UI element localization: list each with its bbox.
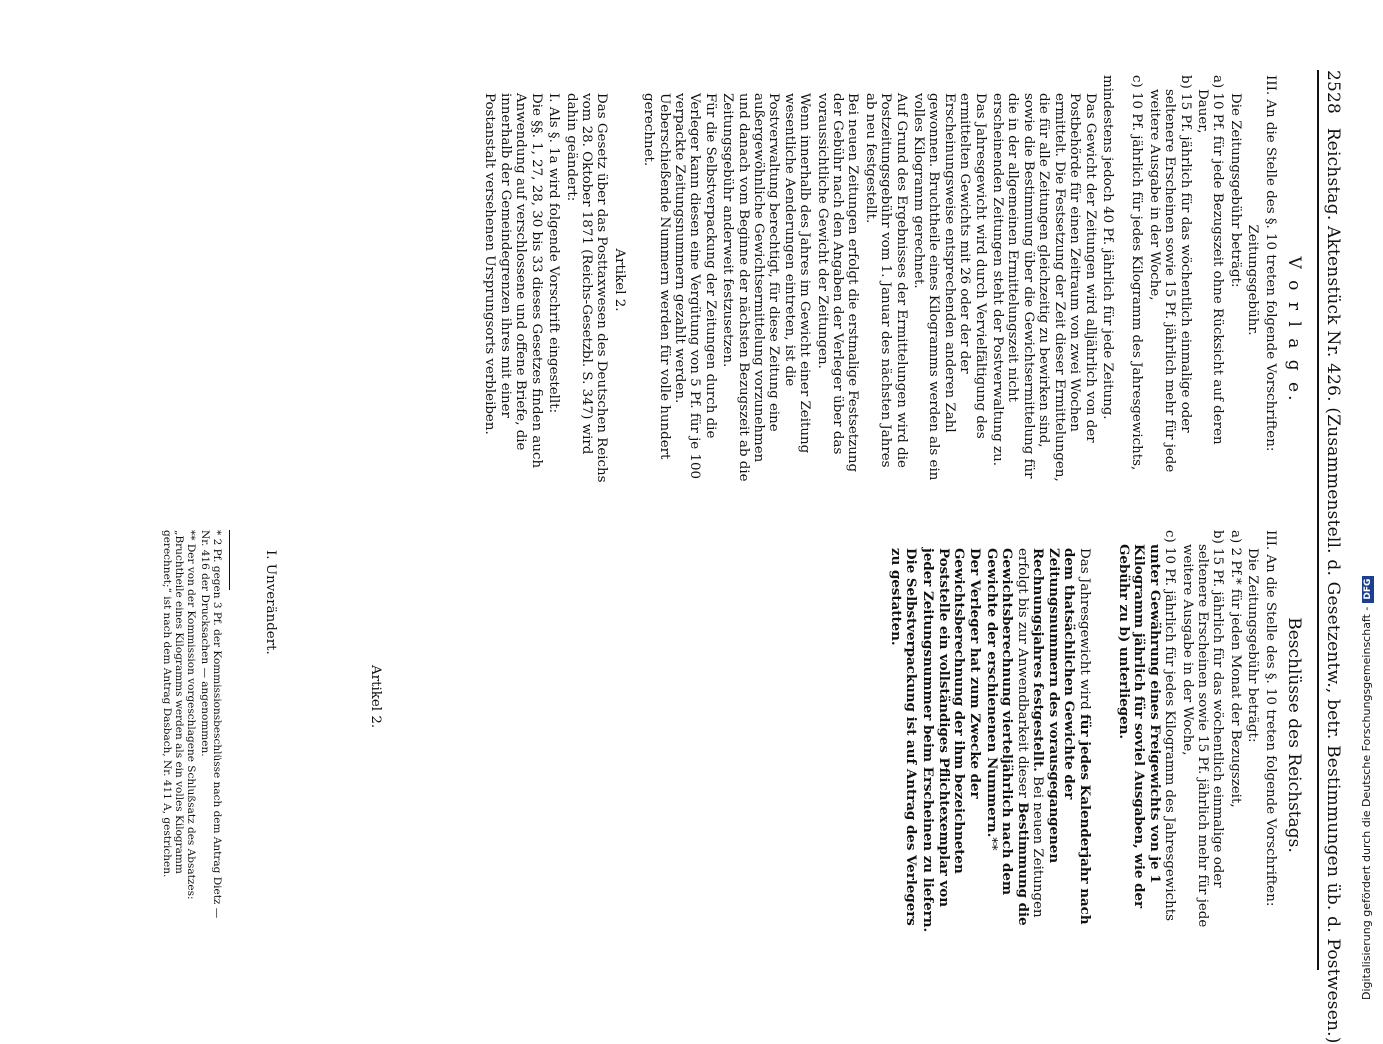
- intro-text: III. An die Stelle des §. 10 treten folgende Vorschriften:: [1262, 75, 1278, 452]
- paragraph-amendment: Die Selbstverpackung ist auf Antrag des Verlegers zu gestatten.: [887, 548, 920, 926]
- footnotes: [161, 530, 223, 930]
- list-item-a: a) 2 Pf.* für jeden Monat der Bezugszeit,: [1227, 530, 1243, 808]
- paragraph-amendment: für jedes Kalenderjahr nach dem thatsächlichen Gewichte der Zeitungsnummern des vorausgegangenen Rechnungsjahres festgestellt.: [1030, 548, 1093, 925]
- article-heading: Artikel 2.: [611, 248, 627, 312]
- paragraph: Das Gesetz über das Posttaxwesen des Deutschen Reichs vom 28. Oktober 1871 (Reichs-Gesetzbl. S. 347) wird dahin geändert:: [563, 93, 610, 483]
- column-title-vorlage: V o r l a g e.: [1284, 256, 1304, 404]
- paragraph: Die Zeitungsgebühr beträgt:: [1245, 548, 1261, 743]
- list-item-c: c) 10 Pf. jährlich für jedes Kilogramm des Jahresgewichts,: [1129, 75, 1145, 471]
- list-item-a: a) 10 Pf. für jede Bezugszeit ohne Rücksicht auf deren Dauer,: [1194, 75, 1226, 445]
- column-beschluesse: [885, 530, 1304, 940]
- unchanged-note: I. Unverändert.: [263, 550, 278, 655]
- footnote-mark: **: [984, 837, 1000, 851]
- column-title-beschluesse: Beschlüsse des Reichstags.: [1284, 617, 1304, 853]
- page-number: 2528: [1323, 70, 1343, 115]
- list-item-c: [1116, 530, 1178, 940]
- paragraph-amendment: Der Verleger hat zum Zwecke der Gewichtsberechnung der ihm bezeichneten Poststelle ein vollständiges Pflichtexemplar von jeder Zeitungsnummer beim Erscheinen zu liefern.: [920, 548, 983, 933]
- paragraph: I. Als §. 1a wird folgende Vorschrift eingestellt:: [546, 93, 562, 414]
- paragraph-text: Bei neuen Zeitungen erfolgt bis zur Anwendbarkeit dieser: [1014, 548, 1046, 918]
- intro-text: III. An die Stelle des §. 10 treten folgende Vorschriften:: [1262, 530, 1278, 907]
- paragraph: Auf Grund des Ergebnisses der Ermittelungen wird die Postzeitungsgebühr vom 1. Januar des nächsten Jahres ab neu festgestellt.: [862, 93, 909, 468]
- paragraph: [984, 530, 1092, 940]
- paragraph: Bei neuen Zeitungen erfolgt die erstmalige Festsetzung der Gebühr nach den Angaben der Verleger über das voraussichtliche Gewicht der Zeitungen.: [814, 93, 861, 473]
- digitization-credit: [1360, 576, 1374, 1000]
- column-vorlage: [480, 75, 1304, 485]
- section-title: Zeitungsgebühr.: [1245, 224, 1261, 336]
- paragraph: Die §§. 1, 27, 28, 30 bis 33 dieses Gesetzes finden auch Anwendung auf verschlossene und offene Briefe, die innerhalb der Gemeindegrenzen ihres mit einer Postanstalt versehenen Ursprungsorts verbleiben.: [482, 93, 544, 469]
- paragraph: Die Zeitungsgebühr beträgt:: [1227, 93, 1243, 288]
- paragraph-amendment: Bestimmung die Gewichtsberechnung vierteljährlich nach dem Gewichte der erschienenen Nummern.: [984, 548, 1031, 926]
- article-heading: Artikel 2.: [368, 665, 383, 729]
- paragraph-text: Das Jahresgewicht wird: [1076, 548, 1092, 710]
- list-item-b: b) 15 Pf. jährlich für das wöchentlich einmalige oder seltenere Erscheinen sowie 15 Pf. jährlich mehr für jede weitere Ausgabe in der Woche,: [1146, 75, 1193, 473]
- header-rule: [1317, 70, 1319, 970]
- paragraph: Das Jahresgewicht wird durch Vervielfältigung des ermittelten Gewichts mit 26 oder der der Erscheinungsweise entsprechenden anderen Zahl gewonnen. Bruchtheile eines Kilogramms werden als ein volles Kilogramm gerechnet.: [911, 93, 988, 481]
- list-item-c-text: c) 10 Pf. jährlich für jedes Kilogramm des Jahresgewichts: [1162, 530, 1178, 921]
- footnote-rule: [229, 530, 230, 590]
- header-title: Reichstag. Aktenstück Nr. 426. (Zusammenstell. d. Gesetzentw., betr. Bestimmungen üb. d. Postwesen.): [1323, 127, 1343, 1044]
- list-item-c-amendment: unter Gewährung eines Freigewichts von je 1 Kilogramm jährlich für soviel Ausgaben, wie der Gebühr zu b) unterliegen.: [1115, 544, 1163, 909]
- paragraph: Das Gewicht der Zeitungen wird alljährlich von der Postbehörde für einen Zeitraum von zwei Wochen ermittelt. Die Festsetzung der Zeit dieser Ermittelungen, die für alle Zeitungen gleichzeitig zu bewirken sind, sowie die Bestimmung über die Gewichtsermittelung für die in der allgemeinen Ermittelungszeit nicht erscheinenden Zeitungen steht der Postverwaltung zu.: [990, 93, 1098, 482]
- paragraph: Wenn innerhalb des Jahres im Gewicht einer Zeitung wesentliche Aenderungen eintreten, ist die Postverwaltung berechtigt, für diese Zeitung eine außergewöhnliche Gewichtsermittelung vorzunehmen und danach vom Beginne der nächsten Bezugszeit ab die Zeitungsgebühr anderweit festzusetzen.: [720, 93, 813, 482]
- footnote: ** Der von der Kommission vorgeschlagene Schlußsatz des Absatzes: „Bruchtheile eines Kilogramms werden als ein volles Kilogramm gerechnet;“ ist nach dem Antrag Dasbach, Nr. 411 A, gestrichen.: [161, 530, 197, 900]
- paragraph-minimum: mindestens jedoch 40 Pf. jährlich für jede Zeitung.: [1099, 75, 1115, 420]
- list-item-b: b) 15 Pf. jährlich für das wöchentlich einmalige oder seltenere Erscheinen sowie 15 Pf. jährlich mehr für jede weitere Ausgabe in der Woche,: [1179, 530, 1226, 928]
- credit-text: Digitalisierung gefördert durch die Deutsche Forschungsgemeinschaft -: [1360, 606, 1373, 1000]
- footnote: * 2 Pf. gegen 3 Pf. der Kommissionsbeschlüsse nach dem Antrag Dietz — Nr. 416 der Drucksachen — angenommen.: [199, 530, 223, 919]
- paragraph: Für die Selbstverpackung der Zeitungen durch die Verleger kann diesen eine Vergütung von 5 Pf. für je 100 verpackte Zeitungsnummern gezahlt werden. Ueberschießende Nummern werden für volle hundert gerechnet.: [641, 93, 718, 480]
- dfg-logo-icon: DFG: [1362, 576, 1374, 603]
- page-header: [1323, 70, 1343, 1044]
